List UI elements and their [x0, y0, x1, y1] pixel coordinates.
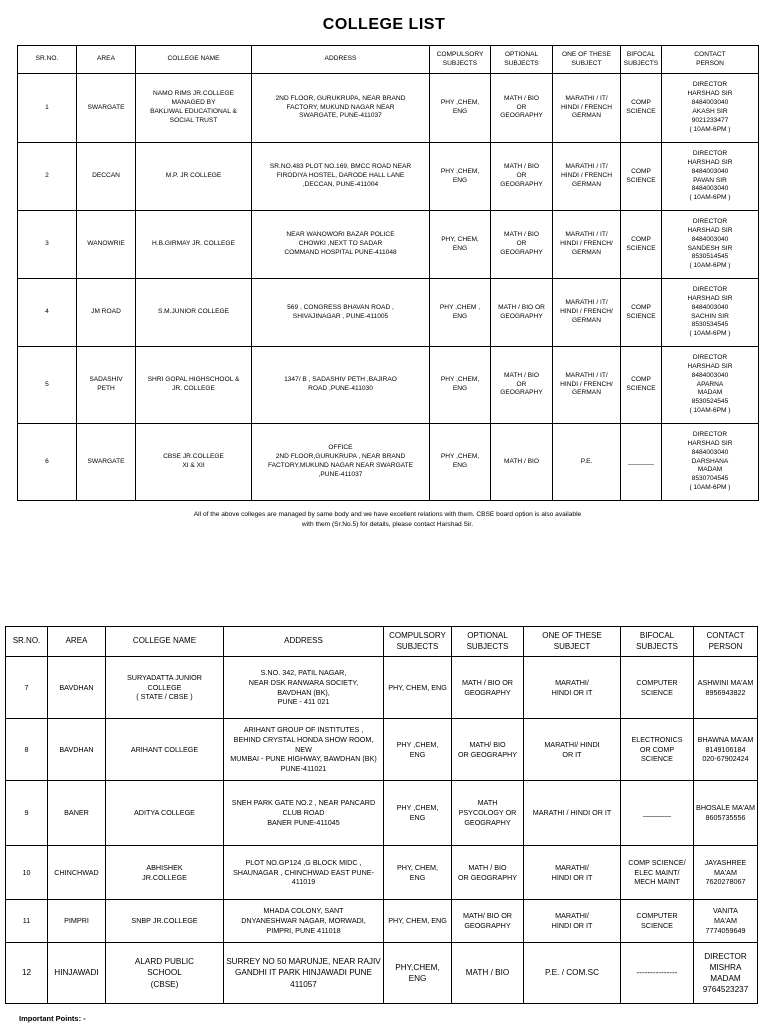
cell-optional: MATH/ BIO OR GEOGRAPHY [452, 900, 524, 943]
header-area: AREA [77, 46, 136, 74]
cell-address: S.NO. 342, PATIL NAGAR, NEAR DSK RANWARA SOCIETY, BAVDHAN (BK), PUNE - 411 021 [224, 657, 384, 719]
header-college-name: COLLEGE NAME [136, 46, 252, 74]
cell-bifocal: COMPUTER SCIENCE [621, 900, 694, 943]
cell-area: HINJAWADI [48, 943, 106, 1004]
cell-college: NAMO RIMS JR.COLLEGE MANAGED BY BAKLIWAL EDUCATIONAL & SOCIAL TRUST [136, 74, 252, 143]
cell-area: SADASHIV PETH [77, 347, 136, 424]
cell-sr: 5 [18, 347, 77, 424]
cell-contact: DIRECTOR HARSHAD SIR 8484003040 AKASH SIR 9021233477 ( 10AM-6PM ) [662, 74, 759, 143]
header-address: ADDRESS [252, 46, 430, 74]
cell-contact: DIRECTOR HARSHAD SIR 8484003040 APARNA MADAM 8530524545 ( 10AM-6PM ) [662, 347, 759, 424]
cell-college: S.M.JUNIOR COLLEGE [136, 279, 252, 347]
cell-bifocal: --------------- [621, 943, 694, 1004]
cell-optional: MATH / BIO OR GEOGRAPHY [491, 211, 553, 279]
header-bifocal: BIFOCAL SUBJECTS [621, 46, 662, 74]
cell-optional: MATH / BIO [452, 943, 524, 1004]
cell-bifocal: COMP SCIENCE [621, 74, 662, 143]
cell-bifocal: _______ [621, 424, 662, 501]
cell-contact: VANITA MA'AM 7774059649 [694, 900, 758, 943]
cell-sr: 3 [18, 211, 77, 279]
cell-contact: DIRECTOR MISHRA MADAM 9764523237 [694, 943, 758, 1004]
cell-contact: BHAWNA MA'AM 8149106184 020-67902424 [694, 719, 758, 781]
cell-address: MHADA COLONY, SANT DNYANESHWAR NAGAR, MORWADI, PIMPRI, PUNE 411018 [224, 900, 384, 943]
cell-area: BAVDHAN [48, 719, 106, 781]
cell-compulsory: PHY ,CHEM, ENG [430, 143, 491, 211]
cell-one-of: MARATHI / HINDI OR IT [524, 781, 621, 846]
table-header-row [6, 627, 758, 657]
table-row [18, 279, 759, 347]
cell-bifocal: COMP SCIENCE [621, 347, 662, 424]
table-row [18, 74, 759, 143]
cell-one-of: MARATHI / IT/ HINDI / FRENCH GERMAN [553, 74, 621, 143]
cell-compulsory: PHY ,CHEM, ENG [384, 781, 452, 846]
cell-compulsory: PHY ,CHEM, ENG [430, 347, 491, 424]
cell-optional: MATH / BIO OR GEOGRAPHY [491, 143, 553, 211]
cell-optional: MATH / BIO OR GEOGRAPHY [491, 279, 553, 347]
cell-one-of: P.E. [553, 424, 621, 501]
cell-college: ABHISHEK JR.COLLEGE [106, 846, 224, 900]
cell-compulsory: PHY ,CHEM, ENG [384, 719, 452, 781]
cell-one-of: P.E. / COM.SC [524, 943, 621, 1004]
cell-college: SURYADATTA JUNIOR COLLEGE ( STATE / CBSE ) [106, 657, 224, 719]
cell-optional: MATH / BIO OR GEOGRAPHY [452, 846, 524, 900]
cell-optional: MATH PSYCOLOGY OR GEOGRAPHY [452, 781, 524, 846]
cell-area: WANOWRIE [77, 211, 136, 279]
cell-compulsory: PHY ,CHEM, ENG [430, 74, 491, 143]
cell-college: SHRI GOPAL HIGHSCHOOL & JR. COLLEGE [136, 347, 252, 424]
cell-contact: DIRECTOR HARSHAD SIR 8484003040 SANDESH SIR 8530514545 ( 10AM-6PM ) [662, 211, 759, 279]
cell-one-of: MARATHI / IT/ HINDI / FRENCH/ GERMAN [553, 211, 621, 279]
cell-bifocal: COMP SCIENCE/ ELEC MAINT/ MECH MAINT [621, 846, 694, 900]
cell-area: CHINCHWAD [48, 846, 106, 900]
cell-sr: 1 [18, 74, 77, 143]
cell-sr: 8 [6, 719, 48, 781]
cell-address: SNEH PARK GATE NO.2 , NEAR PANCARD CLUB ROAD BANER PUNE-411045 [224, 781, 384, 846]
cell-college: CBSE JR.COLLEGE XI & XII [136, 424, 252, 501]
college-table-1 [17, 45, 759, 501]
cell-optional: MATH/ BIO OR GEOGRAPHY [452, 719, 524, 781]
cell-one-of: MARATHI / IT/ HINDI / FRENCH GERMAN [553, 143, 621, 211]
cell-sr: 10 [6, 846, 48, 900]
page-title: COLLEGE LIST [322, 16, 446, 33]
cell-area: BAVDHAN [48, 657, 106, 719]
cell-compulsory: PHY, CHEM, ENG [384, 900, 452, 943]
cell-contact: DIRECTOR HARSHAD SIR 8484003040 PAVAN SIR 8484003040 ( 10AM-6PM ) [662, 143, 759, 211]
table-row [6, 657, 758, 719]
cell-address: 1347/ B , SADASHIV PETH ,BAJIRAO ROAD ,PUNE-411030 [252, 347, 430, 424]
header-compulsory: COMPULSORY SUBJECTS [384, 627, 452, 657]
cell-college: ALARD PUBLIC SCHOOL (CBSE) [106, 943, 224, 1004]
cell-bifocal: COMP SCIENCE [621, 143, 662, 211]
cell-one-of: MARATHI/ HINDI OR IT [524, 900, 621, 943]
cell-compulsory: PHY ,CHEM, ENG [430, 424, 491, 501]
cell-sr: 4 [18, 279, 77, 347]
cell-one-of: MARATHI / IT/ HINDI / FRENCH/ GERMAN [553, 347, 621, 424]
table-row [6, 719, 758, 781]
table-row [6, 900, 758, 943]
cell-bifocal: _______ [621, 781, 694, 846]
cell-compulsory: PHY, CHEM, ENG [384, 657, 452, 719]
header-bifocal: BIFOCAL SUBJECTS [621, 627, 694, 657]
table-row [18, 211, 759, 279]
cell-sr: 9 [6, 781, 48, 846]
cell-address: PLOT NO.GP124 ,G BLOCK MIDC , SHAUNAGAR , CHINCHWAD EAST PUNE- 411019 [224, 846, 384, 900]
header-optional: OPTIONAL SUBJECTS [491, 46, 553, 74]
table-header-row [18, 46, 759, 74]
cell-address: 2ND FLOOR, GURUKRUPA, NEAR BRAND FACTORY, MUKUND NAGAR NEAR SWARGATE, PUNE-411037 [252, 74, 430, 143]
cell-bifocal: ELECTRONICS OR COMP SCIENCE [621, 719, 694, 781]
cell-college: M.P. JR COLLEGE [136, 143, 252, 211]
cell-college: ARIHANT COLLEGE [106, 719, 224, 781]
cell-one-of: MARATHI / IT/ HINDI / FRENCH/ GERMAN [553, 279, 621, 347]
cell-area: DECCAN [77, 143, 136, 211]
cell-optional: MATH / BIO OR GEOGRAPHY [452, 657, 524, 719]
cell-optional: MATH / BIO [491, 424, 553, 501]
header-contact: CONTACT PERSON [694, 627, 758, 657]
cell-college: ADITYA COLLEGE [106, 781, 224, 846]
cell-bifocal: COMP SCIENCE [621, 279, 662, 347]
cell-contact: JAYASHREE MA'AM 7620278067 [694, 846, 758, 900]
cell-bifocal: COMPUTER SCIENCE [621, 657, 694, 719]
header-one-of: ONE OF THESE SUBJECT [553, 46, 621, 74]
cell-address: SURREY NO 50 MARUNJE, NEAR RAJIV GANDHI IT PARK HINJAWADI PUNE 411057 [224, 943, 384, 1004]
header-college-name: COLLEGE NAME [106, 627, 224, 657]
cell-college: SNBP JR.COLLEGE [106, 900, 224, 943]
cell-address: 569 , CONGRESS BHAVAN ROAD , SHIVAJINAGAR , PUNE-411005 [252, 279, 430, 347]
header-address: ADDRESS [224, 627, 384, 657]
cell-contact: DIRECTOR HARSHAD SIR 8484003040 DARSHANA MADAM 8530704545 ( 10AM-6PM ) [662, 424, 759, 501]
header-sr-no: SR.NO. [6, 627, 48, 657]
cell-compulsory: PHY ,CHEM , ENG [430, 279, 491, 347]
cell-compulsory: PHY, CHEM, ENG [430, 211, 491, 279]
cell-compulsory: PHY, CHEM, ENG [384, 846, 452, 900]
cell-area: SWARGATE [77, 74, 136, 143]
cell-contact: DIRECTOR HARSHAD SIR 8484003040 SACHIN SIR 8530534545 ( 10AM-6PM ) [662, 279, 759, 347]
cell-address: SR.NO.483 PLOT NO.169, BMCC ROAD NEAR FIRODIYA HOSTEL, DARODE HALL LANE ,DECCAN, PUNE-411004 [252, 143, 430, 211]
cell-sr: 7 [6, 657, 48, 719]
table-row [18, 143, 759, 211]
header-one-of: ONE OF THESE SUBJECT [524, 627, 621, 657]
cell-college: H.B.GIRMAY JR. COLLEGE [136, 211, 252, 279]
college-table-2 [5, 626, 758, 1004]
header-optional: OPTIONAL SUBJECTS [452, 627, 524, 657]
cell-address: ARIHANT GROUP OF INSTITUTES , BEHIND CRYSTAL HONDA SHOW ROOM, NEW MUMBAI - PUNE HIGHWAY, BAWDHAN (BK) PUNE-411021 [224, 719, 384, 781]
cell-one-of: MARATHI/ HINDI OR IT [524, 657, 621, 719]
header-area: AREA [48, 627, 106, 657]
cell-address: OFFICE 2ND FLOOR,GURUKRUPA , NEAR BRAND FACTORY,MUKUND NAGAR NEAR SWARGATE ,PUNE-411037 [252, 424, 430, 501]
cell-area: SWARGATE [77, 424, 136, 501]
cell-sr: 11 [6, 900, 48, 943]
cell-optional: MATH / BIO OR GEOGRAPHY [491, 74, 553, 143]
table-row [18, 347, 759, 424]
cell-one-of: MARATHI/ HINDI OR IT [524, 719, 621, 781]
important-points-heading: Important Points: - [19, 1014, 86, 1023]
cell-area: PIMPRI [48, 900, 106, 943]
cell-sr: 2 [18, 143, 77, 211]
cell-compulsory: PHY,CHEM, ENG [384, 943, 452, 1004]
cell-one-of: MARATHI/ HINDI OR IT [524, 846, 621, 900]
cell-contact: ASHWINI MA'AM 8956943822 [694, 657, 758, 719]
cell-contact: BHOSALE MA'AM 8605735556 [694, 781, 758, 846]
cell-area: BANER [48, 781, 106, 846]
table-row [6, 943, 758, 1004]
footnote: All of the above colleges are managed by same body and we have excellent relations with them. CBSE board option is also available with them (Sr.No.5) for details, please contact Harshad Sir. [193, 511, 582, 528]
header-contact: CONTACT PERSON [662, 46, 759, 74]
cell-bifocal: COMP SCIENCE [621, 211, 662, 279]
table-row [6, 781, 758, 846]
cell-address: NEAR WANOWORI BAZAR POLICE CHOWKI ,NEXT TO SADAR COMMAND HOSPITAL PUNE-411048 [252, 211, 430, 279]
cell-sr: 12 [6, 943, 48, 1004]
table-row [18, 424, 759, 501]
header-compulsory: COMPULSORY SUBJECTS [430, 46, 491, 74]
cell-area: JM ROAD [77, 279, 136, 347]
table-row [6, 846, 758, 900]
cell-optional: MATH / BIO OR GEOGRAPHY [491, 347, 553, 424]
cell-sr: 6 [18, 424, 77, 501]
header-sr-no: SR.NO. [18, 46, 77, 74]
